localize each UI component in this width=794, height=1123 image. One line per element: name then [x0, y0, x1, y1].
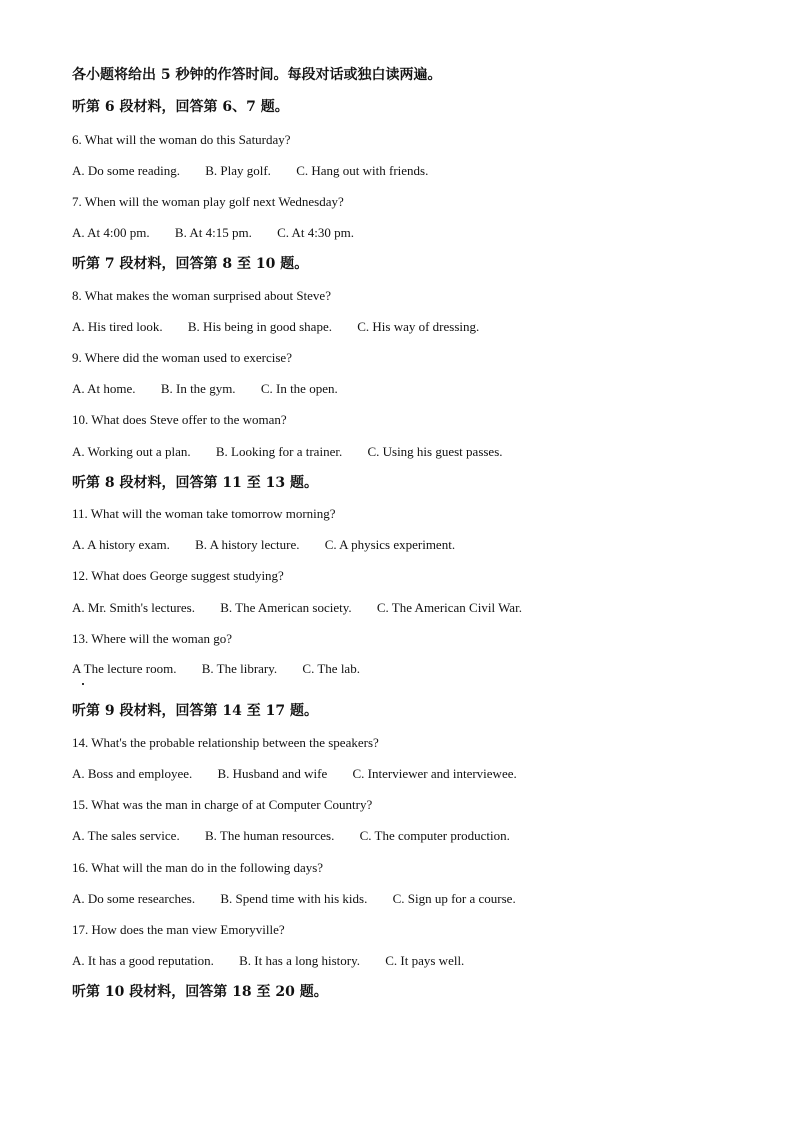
option-b: B. In the gym.: [160, 381, 236, 396]
question-12: 12. What does George suggest studying?: [72, 568, 284, 583]
options-9: [72, 381, 338, 397]
options-10: [72, 444, 503, 460]
option-c: C. It pays well.: [385, 953, 465, 968]
option-b: B. Spend time with his kids.: [220, 891, 368, 906]
stray-mark: [82, 683, 84, 685]
options-17: [72, 953, 464, 969]
options-16: [72, 891, 516, 907]
section-heading: 听第 9 段材料，回答第 14 至 17 题。: [72, 703, 318, 719]
option-c: C. Sign up for a course.: [392, 891, 516, 906]
option-a: A. Mr. Smith's lectures.: [72, 600, 195, 615]
option-c: C. At 4:30 pm.: [277, 225, 355, 240]
question-7: 7. When will the woman play golf next Wednesday?: [72, 194, 344, 209]
option-a: A. At home.: [72, 381, 136, 396]
question-11: 11. What will the woman take tomorrow morning?: [72, 506, 336, 521]
option-a: A. His tired look.: [72, 319, 163, 334]
option-c: C. The American Civil War.: [376, 600, 522, 615]
option-c: C. The lab.: [302, 661, 360, 676]
option-b: B. Husband and wife: [217, 766, 328, 781]
question-13: 13. Where will the woman go?: [72, 631, 233, 646]
option-b: B. A history lecture.: [195, 537, 300, 552]
option-a: A. Do some researches.: [72, 891, 196, 906]
option-c: C. Hang out with friends.: [296, 163, 429, 178]
question-6: 6. What will the woman do this Saturday?: [72, 132, 291, 147]
question-9: 9. Where did the woman used to exercise?: [72, 350, 292, 365]
option-a: A. Do some reading.: [72, 163, 180, 178]
options-12: [72, 600, 522, 616]
question-17: 17. How does the man view Emoryville?: [72, 922, 285, 937]
question-16: 16. What will the man do in the following days?: [72, 860, 324, 875]
options-8: [72, 319, 479, 335]
options-11: [72, 537, 455, 553]
option-c: C. Using his guest passes.: [367, 444, 503, 459]
option-b: B. The human resources.: [204, 828, 335, 843]
option-c: C. A physics experiment.: [324, 537, 456, 552]
option-a: A The lecture room.: [72, 661, 177, 676]
option-a: A. At 4:00 pm.: [72, 225, 150, 240]
intro-text: 各小题将给出 5 秒钟的作答时间。每段对话或独白读两遍。: [72, 67, 442, 83]
section-heading: 听第 7 段材料，回答第 8 至 10 题。: [72, 256, 309, 272]
section-heading: 听第 10 段材料，回答第 18 至 20 题。: [72, 984, 328, 1000]
question-14: 14. What's the probable relationship between the speakers?: [72, 735, 379, 750]
option-a: A. A history exam.: [72, 537, 170, 552]
section-heading: 听第 8 段材料，回答第 11 至 13 题。: [72, 475, 318, 491]
option-b: B. It has a long history.: [239, 953, 360, 968]
question-15: 15. What was the man in charge of at Computer Country?: [72, 797, 373, 812]
option-b: B. Play golf.: [205, 163, 271, 178]
section-heading: 听第 6 段材料，回答第 6、7 题。: [72, 99, 289, 115]
options-15: [72, 828, 510, 844]
question-10: 10. What does Steve offer to the woman?: [72, 412, 287, 427]
option-c: C. His way of dressing.: [357, 319, 480, 334]
options-14: [72, 766, 517, 782]
option-a: A. The sales service.: [72, 828, 180, 843]
option-b: B. The library.: [201, 661, 278, 676]
option-b: B. The American society.: [220, 600, 352, 615]
option-c: C. In the open.: [260, 381, 338, 396]
option-c: C. The computer production.: [359, 828, 510, 843]
option-b: B. Looking for a trainer.: [215, 444, 343, 459]
option-c: C. Interviewer and interviewee.: [352, 766, 517, 781]
options-7: [72, 225, 354, 241]
options-13: [72, 661, 360, 677]
option-a: A. It has a good reputation.: [72, 953, 214, 968]
option-a: A. Working out a plan.: [72, 444, 191, 459]
option-a: A. Boss and employee.: [72, 766, 193, 781]
option-b: B. His being in good shape.: [187, 319, 332, 334]
options-6: [72, 163, 428, 179]
question-8: 8. What makes the woman surprised about Steve?: [72, 288, 331, 303]
option-b: B. At 4:15 pm.: [174, 225, 252, 240]
